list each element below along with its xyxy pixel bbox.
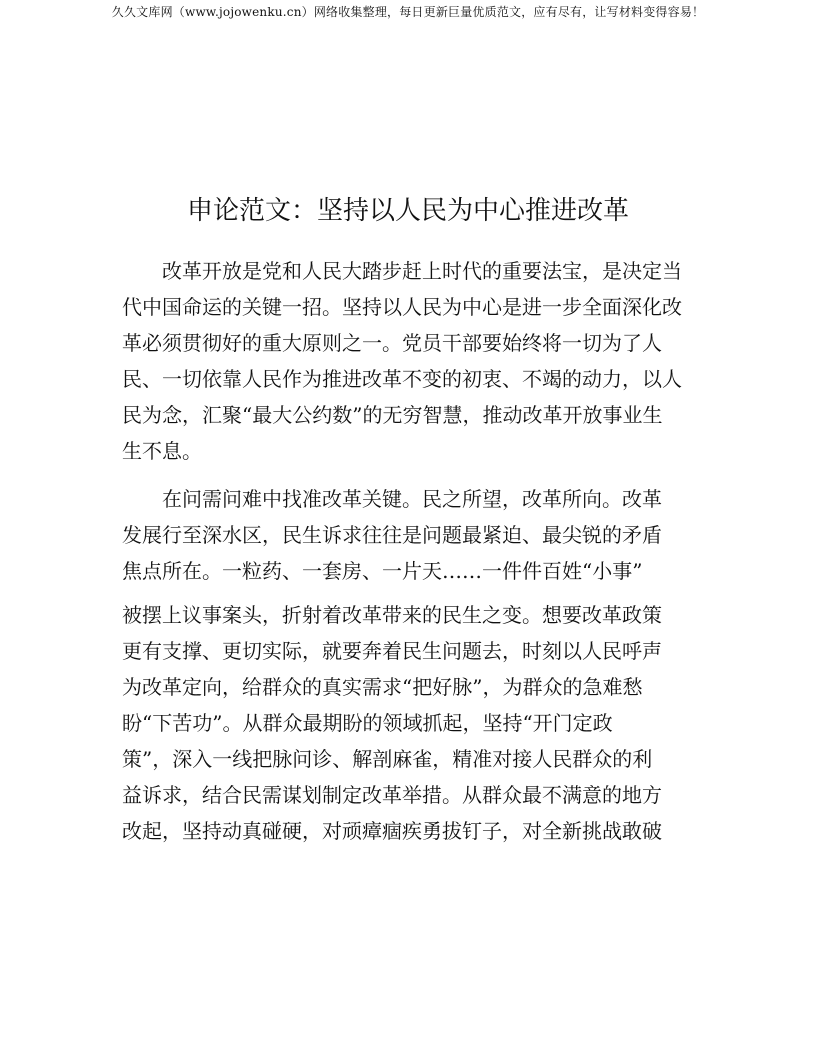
- paragraph-1: [122, 253, 722, 469]
- paragraph-line: 改革开放是党和人民大踏步赶上时代的重要法宝，是决定当: [162, 259, 682, 283]
- paragraph-line: 民为念，汇聚“最大公约数”的无穷智慧，推动改革开放事业生: [122, 403, 663, 427]
- paragraph-3: [122, 597, 722, 849]
- paragraph-line: 为改革定向，给群众的真实需求“把好脉”，为群众的急难愁: [122, 675, 643, 699]
- paragraph-line: 更有支撑、更切实际，就要奔着民生问题去，时刻以人民呼声: [122, 639, 662, 663]
- paragraph-line: 被摆上议事案头，折射着改革带来的民生之变。想要改革政策: [122, 603, 662, 627]
- paragraph-line: 代中国命运的关键一招。坚持以人民为中心是进一步全面深化改: [122, 295, 682, 319]
- paragraph-line: 益诉求，结合民需谋划制定改革举措。从群众最不满意的地方: [122, 783, 662, 807]
- document-title: 申论范文：坚持以人民为中心推进改革: [186, 196, 629, 226]
- paragraph-line: 焦点所在。一粒药、一套房、一片天……一件件百姓“小事”: [122, 559, 643, 583]
- paragraph-line: 革必须贯彻好的重大原则之一。党员干部要始终将一切为了人: [122, 331, 662, 355]
- paragraph-line: 策”，深入一线把脉问诊、解剖麻雀，精准对接人民群众的利: [122, 747, 653, 771]
- paragraph-line: 改起，坚持动真碰硬，对顽瘴痼疾勇拔钉子，对全新挑战敢破: [122, 819, 662, 843]
- paragraph-line: 生不息。: [122, 439, 202, 463]
- header-note: 久久文库网（www.jojowenku.cn）网络收集整理，每日更新巨量优质范文，应有尽有，让写材料变得容易！: [111, 5, 705, 19]
- paragraph-2: [122, 481, 722, 589]
- paragraph-line: 发展行至深水区，民生诉求往往是问题最紧迫、最尖锐的矛盾: [122, 523, 662, 547]
- paragraph-line: 在问需问难中找准改革关键。民之所望，改革所向。改革: [162, 487, 662, 511]
- paragraph-line: 盼“下苦功”。从群众最期盼的领域抓起，坚持“开门定政: [122, 711, 613, 735]
- paragraph-line: 民、一切依靠人民作为推进改革不变的初衷、不竭的动力，以人: [122, 367, 682, 391]
